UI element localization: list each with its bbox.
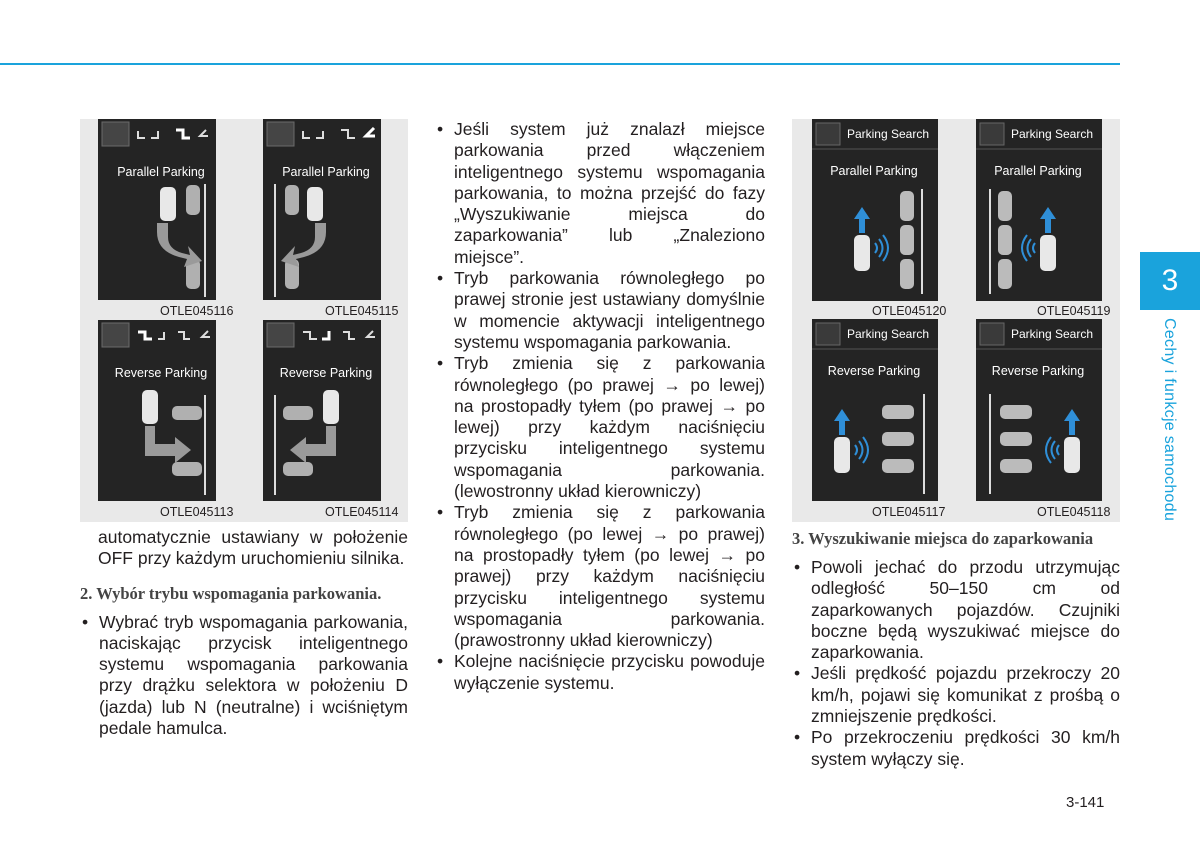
- text-column-1: [80, 527, 408, 739]
- path-arrow-icon: [157, 223, 202, 267]
- section-heading: 2. Wybór trybu wspomagania parkowania.: [80, 583, 382, 603]
- bullet-item: • Jeśli prędkość pojazdu przekroczy 20 km/h, pojawi się komunikat z prośbą o zmniejszenie prędkości.: [792, 663, 1120, 727]
- figure-code: OTLE045116: [160, 304, 234, 318]
- svg-text:Reverse Parking: Reverse Parking: [114, 366, 208, 380]
- svg-text:Parking Search: Parking Search: [846, 127, 930, 141]
- svg-text:Parallel Parking: Parallel Parking: [117, 165, 205, 179]
- bullet-item: • Po przekroczeniu prędkości 30 km/h system wyłączy się.: [792, 727, 1120, 770]
- chapter-number-tab: 3: [1140, 252, 1200, 310]
- screen-search-parallel-right: [812, 119, 938, 301]
- bullet-item: • Jeśli system już znalazł miejsce parkowania przed włączeniem inteligentnego systemu wspomagania parkowania, to można przejść do fazy „Wyszukiwanie miejsca do zaparkowania” lub „Znaleziono miejsce”.: [435, 119, 765, 268]
- svg-text:Parallel Parking: Parallel Parking: [994, 164, 1082, 178]
- svg-text:Reverse Parking: Reverse Parking: [279, 366, 373, 380]
- figure-code: OTLE045115: [325, 304, 399, 318]
- screen-search-parallel-left: [976, 119, 1102, 301]
- screen-parallel-right: [98, 119, 216, 300]
- bullet-item: • Tryb zmienia się z parkowania równoległego (po lewej → po prawej) na prostopadły tyłem (po lewej → po prawej) przy każdym naciśnięciu przycisku inteligentnego systemu wspomagania parkowania. (prawostronny układ kierowniczy): [435, 502, 765, 651]
- figure-code: OTLE045120: [872, 304, 947, 318]
- figure-code: OTLE045119: [1037, 304, 1111, 318]
- screen-parallel-left: [263, 119, 381, 300]
- screen-reverse-right: [98, 320, 216, 501]
- figure-code: OTLE045114: [325, 505, 399, 519]
- svg-text:Parallel Parking: Parallel Parking: [282, 165, 370, 179]
- svg-text:Reverse Parking: Reverse Parking: [991, 364, 1085, 378]
- chapter-title: Cechy i funkcje samochodu: [1161, 318, 1178, 522]
- figure-code: OTLE045117: [872, 505, 946, 519]
- bullet-item: • Kolejne naciśnięcie przycisku powoduje wyłączenie systemu.: [435, 651, 765, 694]
- text-column-2: [435, 119, 765, 694]
- bullet-item: • Tryb parkowania równoległego po prawej stronie jest ustawiany domyślnie w momencie aktywacji inteligentnego systemu wspomagania parkowania.: [435, 268, 765, 353]
- bullet-item: • Wybrać tryb wspomagania parkowania, naciskając przycisk inteligentnego systemu wspomagania parkowania przy drążku selektora w położeniu D (jazda) lub N (neutralne) i wciśniętym pedale hamulca.: [80, 612, 408, 740]
- svg-text:Reverse Parking: Reverse Parking: [827, 364, 921, 378]
- bullet-item: • Tryb zmienia się z parkowania równoległego (po prawej → po lewej) na prostopadły tyłem (po prawej → po lewej) przy każdym naciśnięciu przycisku inteligentnego systemu wspomagania parkowania. (lewostronny układ kierowniczy): [435, 353, 765, 502]
- screen-search-reverse-right: [812, 319, 938, 501]
- figure-code: OTLE045118: [1037, 505, 1111, 519]
- mode-icon: [176, 130, 190, 138]
- svg-text:Parking Search: Parking Search: [1010, 127, 1094, 141]
- mode-icon: [200, 130, 208, 136]
- bullet-item: • Powoli jechać do przodu utrzymując odległość 50–150 cm od zaparkowanych pojazdów. Czujniki boczne będą wyszukiwać miejsce do zaparkowania.: [792, 557, 1120, 663]
- page-number: 3-141: [1066, 794, 1105, 811]
- svg-text:Parking Search: Parking Search: [1010, 327, 1094, 341]
- car-icon: [160, 187, 176, 221]
- sensor-wave-icon: [875, 235, 888, 261]
- text-column-3: [792, 515, 1120, 770]
- svg-text:Parking Search: Parking Search: [846, 327, 930, 341]
- paragraph: automatycznie ustawiany w położenie OFF przy każdym uruchomieniu silnika.: [98, 527, 408, 569]
- svg-text:Parallel Parking: Parallel Parking: [830, 164, 918, 178]
- mode-icon: [138, 131, 145, 138]
- mode-icon: [151, 131, 158, 138]
- header-rule: [0, 63, 1120, 65]
- forward-arrow-icon: [854, 207, 870, 233]
- screen-search-reverse-left: [976, 319, 1102, 501]
- car-icon: [186, 185, 200, 215]
- section-heading: 3. Wyszukiwanie miejsca do zaparkowania: [792, 529, 1094, 548]
- screen-reverse-left: [263, 320, 381, 501]
- figure-code: OTLE045113: [160, 505, 234, 519]
